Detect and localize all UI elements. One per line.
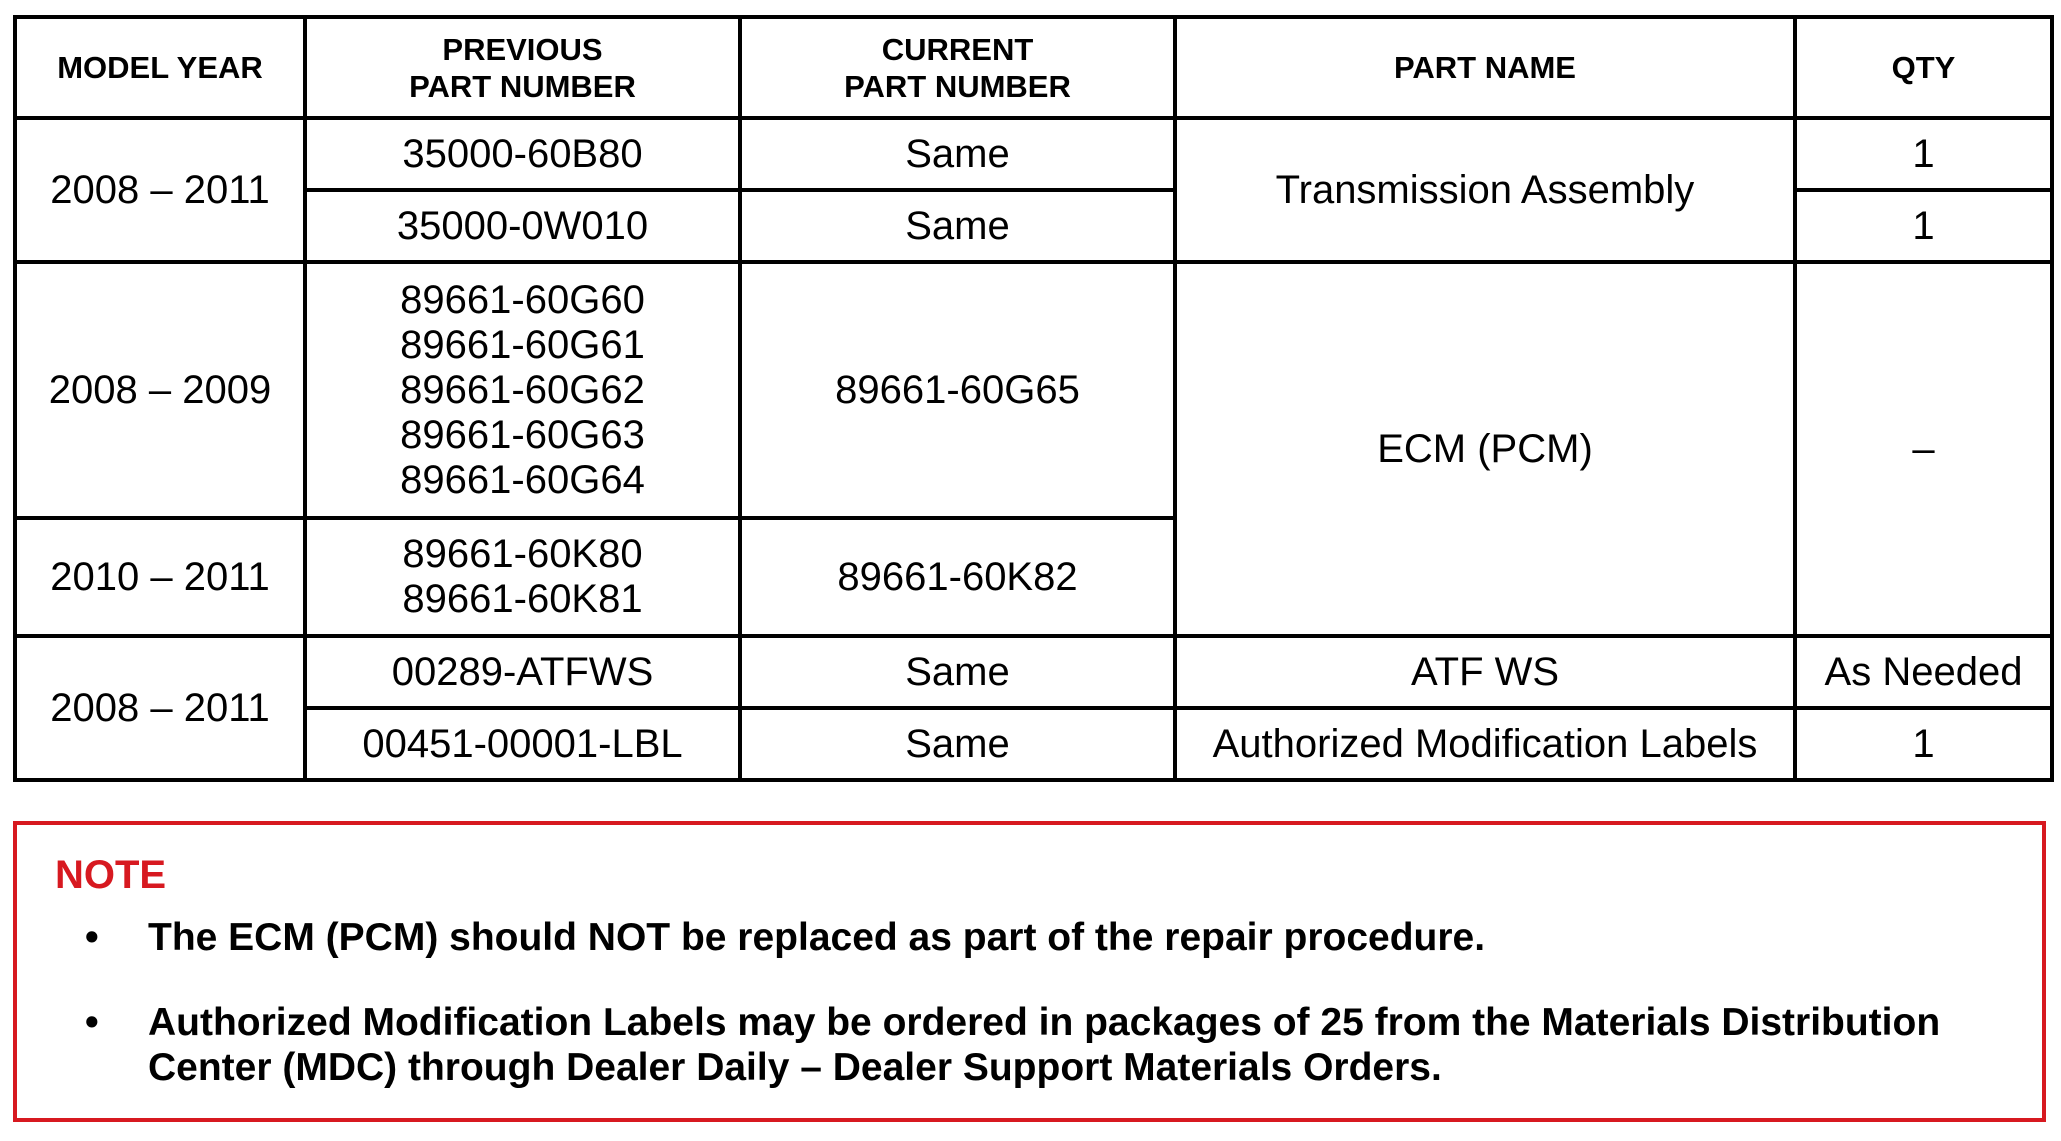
current-part-cell: Same xyxy=(740,708,1175,780)
model-year-cell: 2008 – 2011 xyxy=(15,636,305,780)
part-name-cell: Authorized Modification Labels xyxy=(1175,708,1795,780)
table-row xyxy=(15,708,2052,780)
header-previous-line2: PART NUMBER xyxy=(409,68,636,104)
part-name-cell: ECM (PCM) xyxy=(1175,262,1795,636)
previous-part-cell xyxy=(305,262,740,518)
previous-part-number: 89661-60K81 xyxy=(402,577,643,621)
bullet-icon: • xyxy=(85,1001,99,1044)
previous-part-number: 89661-60K80 xyxy=(402,532,643,576)
model-year-cell: 2008 – 2009 xyxy=(15,262,305,518)
parts-table xyxy=(13,15,2054,782)
qty-cell: – xyxy=(1795,262,2052,636)
previous-part-number: 89661-60G62 xyxy=(400,367,645,412)
header-part-name: PART NAME xyxy=(1175,17,1795,118)
header-previous-line1: PREVIOUS xyxy=(442,31,603,67)
qty-cell: As Needed xyxy=(1795,636,2052,708)
current-part-cell: Same xyxy=(740,118,1175,190)
note-title: NOTE xyxy=(55,853,167,897)
qty-cell: 1 xyxy=(1795,190,2052,262)
previous-part-cell: 00451-00001-LBL xyxy=(305,708,740,780)
qty-cell: 1 xyxy=(1795,708,2052,780)
header-current-line1: CURRENT xyxy=(881,31,1034,67)
note-bullet-text: The ECM (PCM) should NOT be replaced as part of the repair procedure. xyxy=(148,916,1486,959)
current-part-cell: 89661-60K82 xyxy=(740,518,1175,636)
model-year-cell: 2008 – 2011 xyxy=(15,118,305,262)
model-year-cell: 2010 – 2011 xyxy=(15,518,305,636)
header-qty: QTY xyxy=(1795,17,2052,118)
header-row xyxy=(15,17,2052,118)
current-part-cell: Same xyxy=(740,190,1175,262)
note-box xyxy=(13,821,2046,1122)
previous-part-number: 89661-60G61 xyxy=(400,322,645,367)
part-name-cell: Transmission Assembly xyxy=(1175,118,1795,262)
header-previous-part-number xyxy=(305,17,740,118)
header-model-year: MODEL YEAR xyxy=(15,17,305,118)
bullet-icon: • xyxy=(85,916,99,959)
note-bullet-text: Authorized Modification Labels may be ordered in packages of 25 from the Materials Distribution Center (MDC) through Dealer Daily – Dealer Support Materials Orders. xyxy=(148,1001,1941,1089)
qty-cell: 1 xyxy=(1795,118,2052,190)
part-name-cell: ATF WS xyxy=(1175,636,1795,708)
previous-part-cell: 00289-ATFWS xyxy=(305,636,740,708)
header-current-part-number xyxy=(740,17,1175,118)
table-row xyxy=(15,636,2052,708)
previous-part-cell: 35000-60B80 xyxy=(305,118,740,190)
previous-part-number: 89661-60G60 xyxy=(400,277,645,322)
previous-part-number: 89661-60G64 xyxy=(400,457,645,502)
header-current-line2: PART NUMBER xyxy=(844,68,1071,104)
previous-part-cell xyxy=(305,518,740,636)
table-row xyxy=(15,118,2052,190)
table-row xyxy=(15,262,2052,518)
current-part-cell: Same xyxy=(740,636,1175,708)
previous-part-number: 89661-60G63 xyxy=(400,412,645,457)
previous-part-cell: 35000-0W010 xyxy=(305,190,740,262)
current-part-cell: 89661-60G65 xyxy=(740,262,1175,518)
